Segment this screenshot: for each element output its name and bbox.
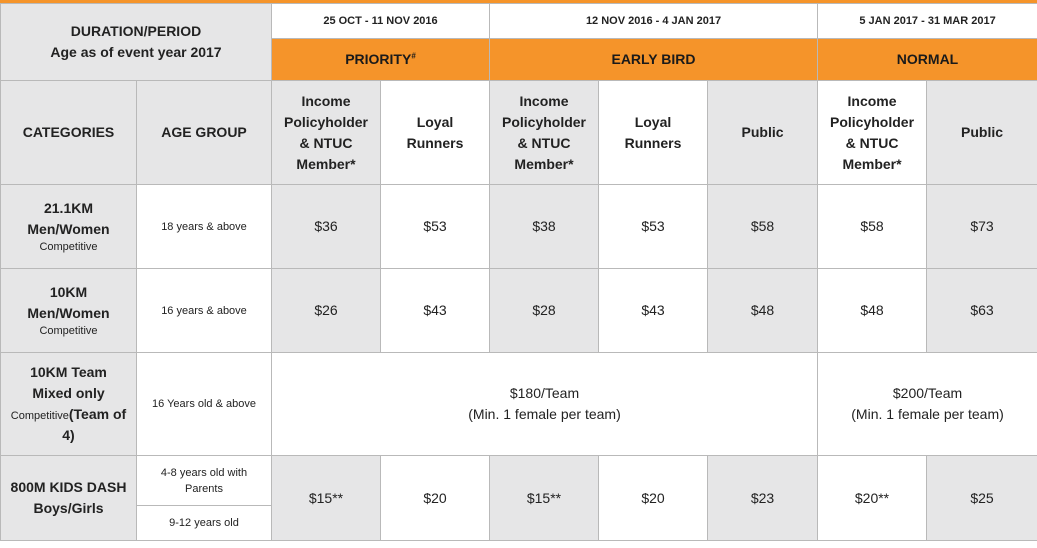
age-cell: 16 Years old & above [137, 353, 272, 456]
price-cell: $43 [599, 269, 708, 353]
age-group-header: AGE GROUP [137, 81, 272, 185]
price-cell: $58 [818, 185, 927, 269]
category-cell: 800M KIDS DASH Boys/Girls [1, 456, 137, 541]
price-cell: $53 [599, 185, 708, 269]
price-cell: $63 [927, 269, 1037, 353]
price-cell: $20** [818, 456, 927, 541]
col-public-normal: Public [927, 81, 1037, 185]
price-cell: $73 [927, 185, 1037, 269]
price-cell: $48 [818, 269, 927, 353]
price-cell: $53 [381, 185, 490, 269]
price-cell: $28 [490, 269, 599, 353]
price-cell: $48 [708, 269, 818, 353]
category-cell: 21.1KM Men/Women Competitive [1, 185, 137, 269]
duration-period-header: DURATION/PERIOD Age as of event year 2017 [1, 4, 272, 81]
period-normal-dates: 5 JAN 2017 - 31 MAR 2017 [818, 4, 1037, 39]
col-income-member-early: Income Policyholder & NTUC Member* [490, 81, 599, 185]
age-cell: 16 years & above [137, 269, 272, 353]
period-early-bird-dates: 12 NOV 2016 - 4 JAN 2017 [490, 4, 818, 39]
phase-normal: NORMAL [818, 39, 1037, 81]
col-loyal-runners-early: Loyal Runners [599, 81, 708, 185]
col-loyal-runners-priority: Loyal Runners [381, 81, 490, 185]
col-income-member-normal: Income Policyholder & NTUC Member* [818, 81, 927, 185]
team-price-normal: $200/Team (Min. 1 female per team) [818, 353, 1037, 456]
age-cell: 9-12 years old [137, 506, 272, 541]
category-cell: 10KM Team Mixed only Competitive(Team of 4) [1, 353, 137, 456]
price-cell: $36 [272, 185, 381, 269]
table-row [1, 269, 1037, 353]
phase-early-bird: EARLY BIRD [490, 39, 818, 81]
categories-header: CATEGORIES [1, 81, 137, 185]
price-cell: $23 [708, 456, 818, 541]
table-row [1, 456, 1037, 506]
col-public-early: Public [708, 81, 818, 185]
age-cell: 18 years & above [137, 185, 272, 269]
period-priority-dates: 25 OCT - 11 NOV 2016 [272, 4, 490, 39]
age-cell: 4-8 years old with Parents [137, 456, 272, 506]
price-cell: $25 [927, 456, 1037, 541]
price-cell: $15** [272, 456, 381, 541]
team-price-early: $180/Team (Min. 1 female per team) [272, 353, 818, 456]
price-cell: $20 [599, 456, 708, 541]
price-cell: $20 [381, 456, 490, 541]
price-cell: $26 [272, 269, 381, 353]
table-row [1, 185, 1037, 269]
price-cell: $58 [708, 185, 818, 269]
price-cell: $43 [381, 269, 490, 353]
price-cell: $38 [490, 185, 599, 269]
race-fee-table [0, 3, 1037, 541]
table-row [1, 353, 1037, 456]
category-cell: 10KM Men/Women Competitive [1, 269, 137, 353]
col-income-member-priority: Income Policyholder & NTUC Member* [272, 81, 381, 185]
price-cell: $15** [490, 456, 599, 541]
phase-priority: PRIORITY# [272, 39, 490, 81]
